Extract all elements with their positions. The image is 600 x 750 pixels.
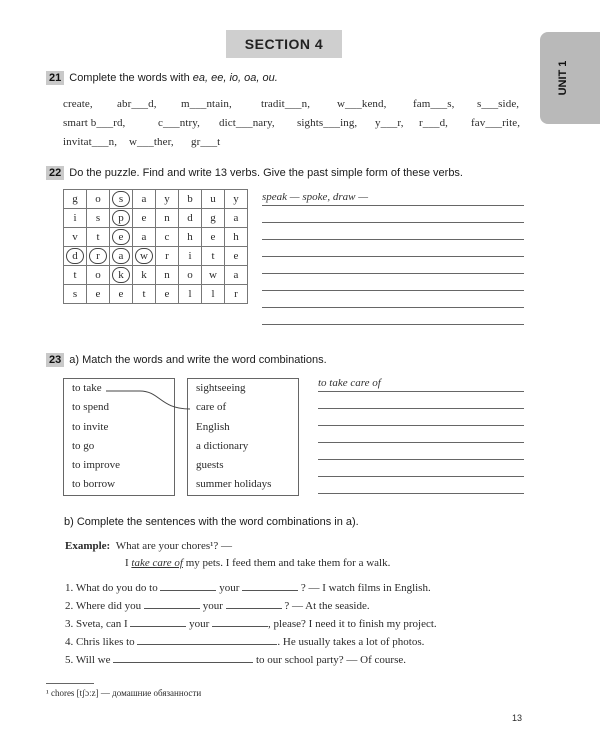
puzzle-cell[interactable]: w	[202, 266, 225, 285]
word-item: tradit___n,	[261, 98, 311, 110]
word-item: m___ntain,	[181, 98, 232, 110]
puzzle-cell[interactable]: o	[179, 266, 202, 285]
answer-line[interactable]	[262, 324, 524, 325]
puzzle-cell[interactable]: s	[110, 190, 133, 209]
answer-line[interactable]	[262, 239, 524, 240]
sentence-4	[65, 634, 424, 648]
example-line-1	[65, 540, 232, 552]
circled-letter-marker	[112, 229, 130, 245]
puzzle-cell[interactable]: d	[179, 209, 202, 228]
word-item: dict___nary,	[219, 117, 275, 129]
answer-line[interactable]	[318, 459, 524, 460]
noun-item[interactable]: English	[196, 420, 230, 433]
example-text: my pets. I feed them and take them for a walk.	[182, 557, 391, 569]
answer-blank[interactable]	[137, 634, 277, 645]
puzzle-cell[interactable]: a	[133, 228, 156, 247]
puzzle-cell[interactable]: t	[202, 247, 225, 266]
puzzle-cell[interactable]: a	[133, 190, 156, 209]
puzzle-cell[interactable]: r	[87, 247, 110, 266]
answer-line[interactable]	[262, 205, 524, 206]
puzzle-cell[interactable]: n	[156, 209, 179, 228]
example-text: I	[125, 557, 132, 569]
example-label: Example:	[65, 540, 111, 552]
noun-item[interactable]: summer holidays	[196, 478, 272, 491]
circled-letter-marker	[112, 248, 130, 264]
example-line-2	[125, 557, 390, 569]
sentence-1	[65, 580, 431, 594]
footnote-divider	[46, 683, 94, 684]
exercise-number-23: 23	[46, 353, 64, 367]
answer-line[interactable]	[318, 493, 524, 494]
answer-line[interactable]	[262, 307, 524, 308]
puzzle-cell[interactable]: l	[202, 285, 225, 304]
puzzle-cell[interactable]: e	[202, 228, 225, 247]
page-number: 13	[512, 713, 523, 723]
puzzle-answer-start: speak — spoke, draw —	[262, 191, 369, 203]
puzzle-cell[interactable]: a	[225, 266, 248, 285]
word-item: abr___d,	[117, 98, 157, 110]
answer-blank[interactable]	[113, 652, 253, 663]
circled-letter-marker	[66, 248, 84, 264]
exercise-21-heading	[46, 71, 278, 85]
puzzle-cell[interactable]: g	[202, 209, 225, 228]
answer-line[interactable]	[262, 290, 524, 291]
sentence-text: , please? I need it to finish my project.	[268, 618, 437, 630]
sentence-text: ? — I watch films in English.	[300, 582, 431, 594]
puzzle-cell[interactable]: r	[225, 285, 248, 304]
puzzle-cell[interactable]: s	[87, 209, 110, 228]
puzzle-cell[interactable]: e	[133, 209, 156, 228]
match-answer-example: to take care of	[318, 377, 381, 389]
puzzle-cell[interactable]: y	[156, 190, 179, 209]
puzzle-cell[interactable]: e	[110, 228, 133, 247]
answer-blank[interactable]	[144, 598, 200, 609]
answer-line[interactable]	[262, 222, 524, 223]
word-item: w___ther,	[129, 136, 174, 148]
answer-line[interactable]	[318, 442, 524, 443]
sentence-text: Where did you	[75, 600, 142, 612]
puzzle-cell[interactable]: h	[225, 228, 248, 247]
puzzle-cell[interactable]: e	[225, 247, 248, 266]
word-item: fam___s,	[413, 98, 455, 110]
word-item: smart b___rd,	[63, 117, 126, 129]
word-item: create,	[63, 98, 93, 110]
puzzle-cell[interactable]: o	[87, 190, 110, 209]
unit-tab-label: UNIT 1	[557, 60, 569, 96]
sentence-text: your	[189, 618, 210, 630]
verb-item[interactable]: to take	[72, 382, 102, 394]
answer-line[interactable]	[318, 476, 524, 477]
puzzle-cell[interactable]: e	[156, 285, 179, 304]
answer-blank[interactable]	[212, 616, 268, 627]
answer-line[interactable]	[318, 425, 524, 426]
exercise-23-heading	[46, 353, 327, 367]
sentence-text: ? — At the seaside.	[284, 600, 370, 612]
puzzle-cell[interactable]: a	[225, 209, 248, 228]
puzzle-cell[interactable]: k	[133, 266, 156, 285]
footnote: ¹ chores [tʃɔːz] — домашние обязанности	[46, 688, 202, 698]
puzzle-cell[interactable]: o	[87, 266, 110, 285]
sentence-text: to our school party? — Of course.	[256, 654, 406, 666]
puzzle-cell[interactable]: k	[110, 266, 133, 285]
puzzle-cell[interactable]: y	[225, 190, 248, 209]
word-item: invitat___n,	[63, 136, 118, 148]
circled-letter-marker	[89, 248, 107, 264]
answer-blank[interactable]	[226, 598, 282, 609]
word-puzzle-grid	[63, 189, 248, 304]
answer-blank[interactable]	[242, 580, 298, 591]
exercise-number-21: 21	[46, 71, 64, 85]
puzzle-cell[interactable]: u	[202, 190, 225, 209]
sentence-text: Sveta, can I	[76, 618, 128, 630]
puzzle-cell[interactable]: g	[64, 190, 87, 209]
puzzle-cell[interactable]: t	[64, 266, 87, 285]
puzzle-cell[interactable]: w	[133, 247, 156, 266]
noun-item[interactable]: a dictionary	[196, 439, 249, 452]
exercise-23-part-a: a) Match the words and write the word combinations.	[69, 354, 327, 366]
word-item: c___ntry,	[158, 117, 201, 129]
verb-item[interactable]: to spend	[72, 401, 109, 414]
sentence-text: your	[219, 582, 240, 594]
word-item: sights___ing,	[297, 117, 358, 129]
circled-letter-marker	[112, 191, 130, 207]
exercise-23-part-b: b) Complete the sentences with the word combinations in a).	[64, 516, 359, 528]
puzzle-cell[interactable]: v	[64, 228, 87, 247]
sentence-number: 4.	[65, 636, 74, 648]
noun-item[interactable]: care of	[196, 401, 227, 414]
puzzle-cell[interactable]: l	[179, 285, 202, 304]
puzzle-cell[interactable]: i	[179, 247, 202, 266]
example-handwritten-answer: take care of	[131, 557, 183, 569]
verb-item[interactable]: to invite	[72, 420, 109, 433]
verb-item[interactable]: to borrow	[72, 478, 116, 491]
puzzle-cell[interactable]: a	[110, 247, 133, 266]
sentence-text: Will we	[75, 654, 111, 666]
noun-item[interactable]: guests	[196, 459, 224, 472]
nouns-column	[187, 378, 299, 496]
unit-tab	[540, 32, 600, 124]
word-item: s___side,	[477, 98, 520, 110]
circled-letter-marker	[112, 210, 130, 226]
word-item: w___kend,	[337, 98, 387, 110]
puzzle-cell[interactable]: t	[133, 285, 156, 304]
verb-item[interactable]: to go	[72, 439, 95, 452]
exercise-22-heading	[46, 166, 463, 180]
sentence-number: 1.	[65, 582, 74, 594]
puzzle-cell[interactable]: d	[64, 247, 87, 266]
answer-blank[interactable]	[130, 616, 186, 627]
answer-line[interactable]	[318, 408, 524, 409]
puzzle-cell[interactable]: t	[87, 228, 110, 247]
word-item: fav___rite,	[471, 117, 521, 129]
puzzle-cell[interactable]: s	[64, 285, 87, 304]
answer-line[interactable]	[262, 273, 524, 274]
sentence-3	[65, 616, 437, 630]
puzzle-cell[interactable]: e	[87, 285, 110, 304]
puzzle-cell[interactable]: p	[110, 209, 133, 228]
answer-line[interactable]	[262, 256, 524, 257]
sentence-5	[65, 652, 406, 666]
puzzle-cell[interactable]: c	[156, 228, 179, 247]
exercise-number-22: 22	[46, 166, 64, 180]
noun-item[interactable]: sightseeing	[196, 382, 246, 394]
puzzle-cell[interactable]: r	[156, 247, 179, 266]
sentence-number: 2.	[65, 600, 74, 612]
circled-letter-marker	[112, 267, 130, 283]
sentence-number: 3.	[65, 618, 74, 630]
match-connector-line	[100, 385, 200, 415]
puzzle-cell[interactable]: b	[179, 190, 202, 209]
word-item: gr___t	[191, 136, 221, 148]
exercise-22-instruction: Do the puzzle. Find and write 13 verbs. Give the past simple form of these verbs.	[69, 167, 463, 179]
exercise-21-endings: ea, ee, io, oa, ou.	[192, 72, 278, 84]
sentence-2	[65, 598, 370, 612]
example-question: What are your chores¹? —	[115, 540, 233, 552]
verb-item[interactable]: to improve	[72, 459, 120, 472]
puzzle-cell[interactable]: h	[179, 228, 202, 247]
sentence-text: your	[202, 600, 223, 612]
word-item: y___r,	[375, 117, 404, 129]
answer-line[interactable]	[318, 391, 524, 392]
sentence-text: Chris likes to	[76, 636, 135, 648]
sentence-text: . He usually takes a lot of photos.	[277, 636, 425, 648]
answer-blank[interactable]	[160, 580, 216, 591]
puzzle-cell[interactable]: e	[110, 285, 133, 304]
exercise-21-instruction: Complete the words with	[69, 72, 193, 84]
circled-letter-marker	[135, 248, 153, 264]
sentence-number: 5.	[65, 654, 74, 666]
word-item: r___d,	[419, 117, 449, 129]
section-title: SECTION 4	[226, 30, 342, 58]
sentence-text: What do you do to	[75, 582, 158, 594]
puzzle-cell[interactable]: n	[156, 266, 179, 285]
puzzle-cell[interactable]: i	[64, 209, 87, 228]
